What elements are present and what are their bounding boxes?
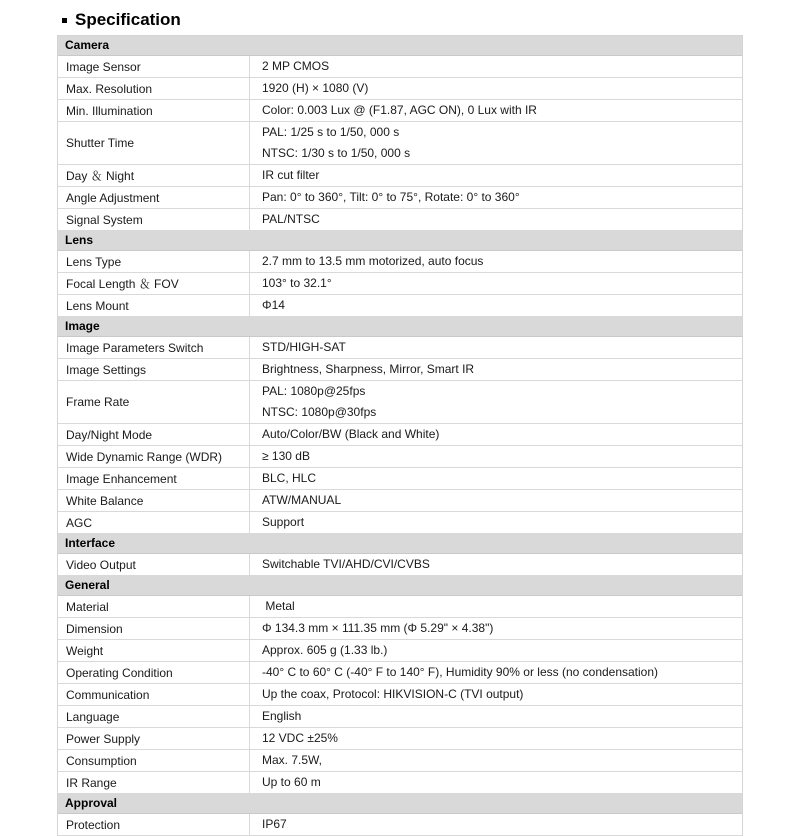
spec-label: Consumption bbox=[58, 750, 250, 771]
spec-row bbox=[58, 640, 742, 662]
spec-row bbox=[58, 596, 742, 618]
spec-row bbox=[58, 662, 742, 684]
section-title: Camera bbox=[65, 38, 110, 52]
spec-row bbox=[58, 424, 742, 446]
spec-section bbox=[58, 36, 742, 231]
section-title: Image bbox=[65, 319, 100, 333]
section-title: Interface bbox=[65, 536, 116, 550]
spec-value bbox=[250, 512, 742, 533]
spec-value-line: STD/HIGH-SAT bbox=[262, 340, 346, 354]
spec-label: Material bbox=[58, 596, 250, 617]
page-title bbox=[0, 0, 800, 35]
spec-row bbox=[58, 295, 742, 317]
spec-value-line: IP67 bbox=[262, 817, 287, 831]
spec-label: Focal Length ＆ FOV bbox=[58, 273, 250, 294]
spec-label: Shutter Time bbox=[58, 122, 250, 164]
spec-value-line: PAL: 1080p@25fps bbox=[262, 384, 366, 398]
spec-row bbox=[58, 122, 742, 165]
spec-label: Lens Type bbox=[58, 251, 250, 272]
spec-row bbox=[58, 814, 742, 836]
spec-value bbox=[250, 446, 742, 467]
spec-label: Dimension bbox=[58, 618, 250, 639]
spec-value-line: Color: 0.003 Lux @ (F1.87, AGC ON), 0 Lux with IR bbox=[262, 103, 537, 117]
spec-label: Max. Resolution bbox=[58, 78, 250, 99]
spec-section bbox=[58, 576, 742, 794]
spec-row bbox=[58, 490, 742, 512]
spec-row bbox=[58, 750, 742, 772]
spec-value bbox=[250, 618, 742, 639]
spec-value bbox=[250, 337, 742, 358]
spec-row bbox=[58, 165, 742, 187]
spec-value bbox=[250, 640, 742, 661]
page-title-text: Specification bbox=[75, 10, 181, 29]
spec-row bbox=[58, 468, 742, 490]
spec-row bbox=[58, 728, 742, 750]
spec-value bbox=[250, 596, 742, 617]
section-rows bbox=[58, 337, 742, 534]
spec-label: Image Settings bbox=[58, 359, 250, 380]
spec-value bbox=[250, 468, 742, 489]
section-header bbox=[58, 534, 742, 554]
section-rows bbox=[58, 596, 742, 794]
spec-section bbox=[58, 534, 742, 576]
spec-row bbox=[58, 273, 742, 295]
section-header bbox=[58, 231, 742, 251]
spec-label: Image Enhancement bbox=[58, 468, 250, 489]
spec-row bbox=[58, 706, 742, 728]
spec-value bbox=[250, 78, 742, 99]
spec-label: Image Parameters Switch bbox=[58, 337, 250, 358]
spec-value bbox=[250, 209, 742, 230]
spec-row bbox=[58, 381, 742, 424]
spec-label: Video Output bbox=[58, 554, 250, 575]
spec-value-line: 1920 (H) × 1080 (V) bbox=[262, 81, 369, 95]
spec-row bbox=[58, 554, 742, 576]
spec-label: Communication bbox=[58, 684, 250, 705]
spec-value bbox=[250, 554, 742, 575]
spec-label: Angle Adjustment bbox=[58, 187, 250, 208]
spec-row bbox=[58, 512, 742, 534]
spec-value-line: Switchable TVI/AHD/CVI/CVBS bbox=[262, 557, 430, 571]
spec-value-line: PAL: 1/25 s to 1/50, 000 s bbox=[262, 125, 400, 139]
spec-label: AGC bbox=[58, 512, 250, 533]
spec-label: Day/Night Mode bbox=[58, 424, 250, 445]
spec-label: White Balance bbox=[58, 490, 250, 511]
section-rows bbox=[58, 814, 742, 836]
spec-label: Protection bbox=[58, 814, 250, 835]
spec-value-line: Up the coax, Protocol: HIKVISION-C (TVI output) bbox=[262, 687, 524, 701]
spec-value bbox=[250, 273, 742, 294]
spec-value bbox=[250, 706, 742, 727]
spec-value-line: Support bbox=[262, 515, 305, 529]
spec-value bbox=[250, 772, 742, 793]
spec-label: Lens Mount bbox=[58, 295, 250, 316]
spec-value-line: Auto/Color/BW (Black and White) bbox=[262, 427, 440, 441]
spec-label: Frame Rate bbox=[58, 381, 250, 423]
spec-row bbox=[58, 337, 742, 359]
section-header bbox=[58, 576, 742, 596]
spec-value bbox=[250, 684, 742, 705]
spec-value-line: ≥ 130 dB bbox=[262, 449, 310, 463]
spec-value bbox=[250, 165, 742, 186]
section-title: Approval bbox=[65, 796, 118, 810]
spec-value bbox=[250, 490, 742, 511]
spec-value-line: Φ 134.3 mm × 111.35 mm (Φ 5.29" × 4.38") bbox=[262, 621, 494, 635]
title-bullet-icon bbox=[62, 18, 67, 23]
spec-label: Signal System bbox=[58, 209, 250, 230]
spec-label: Image Sensor bbox=[58, 56, 250, 77]
spec-value-line: Approx. 605 g (1.33 lb.) bbox=[262, 643, 388, 657]
spec-value-line: English bbox=[262, 709, 302, 723]
spec-value bbox=[250, 187, 742, 208]
spec-value bbox=[250, 750, 742, 771]
spec-value-line: 12 VDC ±25% bbox=[262, 731, 338, 745]
spec-value bbox=[250, 122, 742, 164]
spec-row bbox=[58, 684, 742, 706]
spec-row bbox=[58, 618, 742, 640]
spec-value-line: BLC, HLC bbox=[262, 471, 317, 485]
spec-value-line: 103° to 32.1° bbox=[262, 276, 332, 290]
spec-value-line: Up to 60 m bbox=[262, 775, 321, 789]
spec-value-line: Metal bbox=[262, 599, 295, 613]
spec-value-line: Max. 7.5W, bbox=[262, 753, 323, 767]
spec-value-line: 2 MP CMOS bbox=[262, 59, 330, 73]
spec-label: Weight bbox=[58, 640, 250, 661]
spec-label: Day ＆ Night bbox=[58, 165, 250, 186]
section-rows bbox=[58, 554, 742, 576]
spec-value-line: Pan: 0° to 360°, Tilt: 0° to 75°, Rotate: 0° to 360° bbox=[262, 190, 520, 204]
section-title: Lens bbox=[65, 233, 94, 247]
section-header bbox=[58, 794, 742, 814]
section-rows bbox=[58, 56, 742, 231]
spec-value-line: IR cut filter bbox=[262, 168, 320, 182]
spec-value bbox=[250, 100, 742, 121]
spec-value bbox=[250, 359, 742, 380]
spec-section bbox=[58, 317, 742, 534]
spec-value bbox=[250, 728, 742, 749]
spec-value-line: -40° C to 60° C (-40° F to 140° F), Humidity 90% or less (no condensation) bbox=[262, 665, 659, 679]
spec-value bbox=[250, 381, 742, 423]
spec-value-line: 2.7 mm to 13.5 mm motorized, auto focus bbox=[262, 254, 484, 268]
spec-row bbox=[58, 187, 742, 209]
spec-value-line: PAL/NTSC bbox=[262, 212, 320, 226]
spec-value-line: Brightness, Sharpness, Mirror, Smart IR bbox=[262, 362, 475, 376]
spec-label: IR Range bbox=[58, 772, 250, 793]
section-header bbox=[58, 317, 742, 337]
spec-row bbox=[58, 251, 742, 273]
spec-value bbox=[250, 424, 742, 445]
spec-section bbox=[58, 794, 742, 836]
section-title: General bbox=[65, 578, 110, 592]
spec-label: Language bbox=[58, 706, 250, 727]
spec-value bbox=[250, 662, 742, 683]
section-header bbox=[58, 36, 742, 56]
spec-row bbox=[58, 56, 742, 78]
spec-value bbox=[250, 251, 742, 272]
spec-row bbox=[58, 100, 742, 122]
spec-row bbox=[58, 78, 742, 100]
spec-row bbox=[58, 772, 742, 794]
spec-label: Power Supply bbox=[58, 728, 250, 749]
spec-row bbox=[58, 446, 742, 468]
spec-label: Wide Dynamic Range (WDR) bbox=[58, 446, 250, 467]
spec-row bbox=[58, 209, 742, 231]
specification-table bbox=[57, 35, 743, 836]
spec-value bbox=[250, 56, 742, 77]
spec-value-line: NTSC: 1080p@30fps bbox=[262, 405, 377, 419]
spec-value-line: NTSC: 1/30 s to 1/50, 000 s bbox=[262, 146, 411, 160]
spec-label: Min. Illumination bbox=[58, 100, 250, 121]
spec-value bbox=[250, 295, 742, 316]
section-rows bbox=[58, 251, 742, 317]
spec-section bbox=[58, 231, 742, 317]
spec-label: Operating Condition bbox=[58, 662, 250, 683]
spec-value-line: ATW/MANUAL bbox=[262, 493, 342, 507]
spec-row bbox=[58, 359, 742, 381]
spec-value-line: Φ14 bbox=[262, 298, 285, 312]
